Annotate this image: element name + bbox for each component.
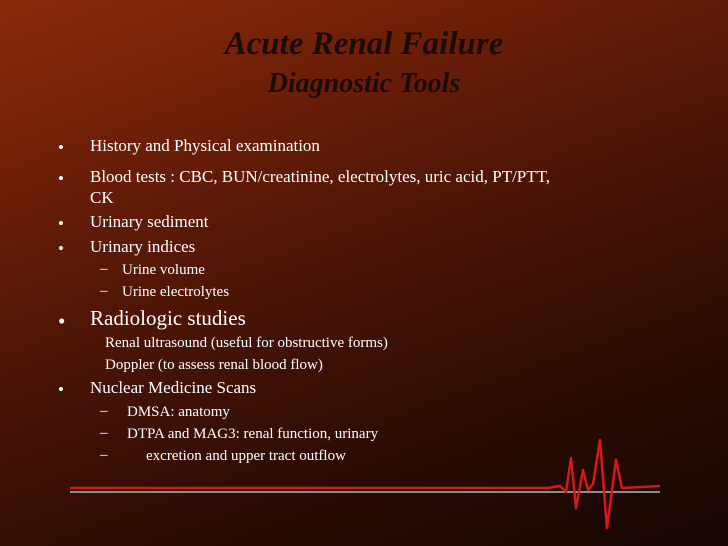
list-item: History and Physical examination [90,136,320,155]
list-item: Urinary indices [90,237,196,256]
dash-marker: – [100,447,108,463]
sub-list-item: DTPA and MAG3: renal function, urinary [127,426,379,442]
dash-marker: – [100,261,108,277]
slide-subtitle: Diagnostic Tools [267,68,461,99]
bullet-marker: • [58,380,64,399]
sub-list-item: Doppler (to assess renal blood flow) [105,357,323,373]
sub-list-item: Renal ultrasound (useful for obstructive forms) [105,335,388,351]
list-item: Radiologic studies [90,306,246,330]
bullet-marker: • [58,239,64,258]
dash-marker: – [100,283,108,299]
list-item: Urinary sediment [90,212,209,231]
sub-list-item: excretion and upper tract outflow [146,448,346,464]
list-item: Blood tests : CBC, BUN/creatinine, electrolytes, uric acid, PT/PTT, [90,167,551,186]
bullet-marker: • [58,214,64,233]
dash-marker: – [100,425,108,441]
bullet-marker: • [58,169,64,188]
bullet-marker: • [58,138,64,157]
sub-list-item: DMSA: anatomy [127,404,230,420]
list-item-continuation: CK [90,188,114,207]
bullet-marker: • [58,309,66,333]
sub-list-item: Urine electrolytes [122,284,230,300]
sub-list-item: Urine volume [122,262,205,278]
dash-marker: – [100,403,108,419]
slide-title: Acute Renal Failure [224,26,504,62]
list-item: Nuclear Medicine Scans [90,378,257,397]
ekg-red-trace [70,440,660,528]
